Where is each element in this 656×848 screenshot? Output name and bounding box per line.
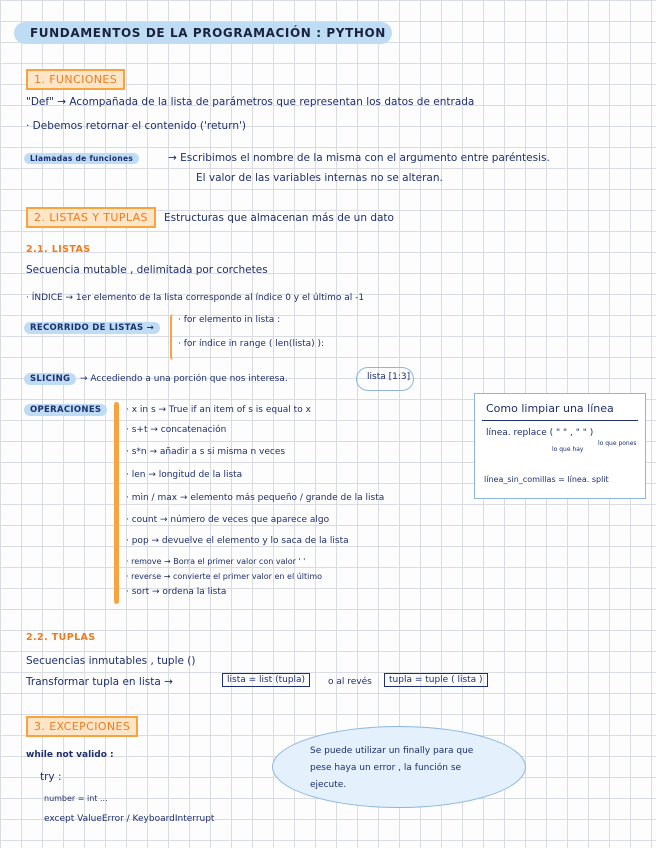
operacion-item: · s*n → añadir a s si misma n veces: [126, 447, 286, 457]
tuplas-transform-text: Transformar tupla en lista →: [26, 676, 173, 688]
operacion-item: · s+t → concatenación: [126, 425, 227, 435]
note-divider: [482, 420, 638, 421]
operacion-item: · count → número de veces que aparece algo: [126, 515, 330, 525]
operacion-item: · reverse → convierte el primer valor en el último: [126, 572, 323, 581]
note-title: Como limpiar una línea: [486, 402, 614, 415]
code-try: try :: [40, 771, 62, 783]
finally-bubble-text: Se puede utilizar un finally para que pese haya un error , la función se ejecute.: [310, 746, 474, 790]
recorrido-line-1: · for elemento in lista :: [178, 315, 281, 325]
code-number: number = int ...: [44, 794, 108, 803]
operaciones-label: OPERACIONES: [24, 404, 107, 416]
note-replace-line: línea. replace ( " " , " " ): [486, 428, 594, 438]
operacion-item: · x in s → True if an item of s is equal to x: [126, 405, 311, 415]
recorrido-line-2: · for índice in range ( len(lista) ):: [178, 339, 325, 349]
code-while: while not valido :: [26, 750, 114, 760]
funciones-def-line: "Def" → Acompañada de la lista de parámetros que representan los datos de entrada: [26, 96, 475, 108]
operacion-item: · remove → Borra el primer valor con valor ' ': [126, 557, 306, 566]
funciones-return-line: · Debemos retornar el contenido ('return'): [26, 120, 246, 132]
note-small-lo-que-hay: lo que hay: [552, 446, 584, 453]
recorrido-label: RECORRIDO DE LISTAS →: [24, 322, 160, 334]
slicing-label: SLICING: [24, 373, 76, 385]
page-title: FUNDAMENTOS DE LA PROGRAMACIÓN : PYTHON: [30, 26, 386, 40]
section-3-header: 3. EXCEPCIONES: [26, 716, 138, 737]
section-1-header: 1. FUNCIONES: [26, 69, 125, 90]
note-small-lo-que-pones: lo que pones: [598, 440, 637, 447]
slicing-text: → Accediendo a una porción que nos interesa.: [80, 374, 288, 384]
llamadas-label: Llamadas de funciones: [24, 153, 139, 164]
indice-line: · ÍNDICE → 1er elemento de la lista corresponde al índice 0 y el último al -1: [26, 293, 365, 303]
llamadas-text-2: El valor de las variables internas no se alteran.: [196, 172, 443, 184]
tuplas-definition: Secuencias inmutables , tuple (): [26, 655, 196, 667]
subsection-listas: 2.1. LISTAS: [26, 244, 91, 255]
tuplas-o-al-reves: o al revés: [328, 677, 372, 687]
slicing-example: lista [1:3]: [367, 372, 411, 382]
listas-tuplas-description: Estructuras que almacenan más de un dato: [164, 212, 394, 224]
operacion-item: · pop → devuelve el elemento y lo saca de la lista: [126, 536, 349, 546]
recorrido-brace: [170, 314, 176, 360]
operacion-item: · len → longitud de la lista: [126, 470, 243, 480]
tuplas-code-tuple: tupla = tuple ( lista ): [384, 673, 488, 687]
code-except: except ValueError / KeyboardInterrupt: [44, 814, 215, 824]
tuplas-code-list: lista = list (tupla): [222, 673, 310, 687]
listas-definition: Secuencia mutable , delimitada por corchetes: [26, 264, 268, 276]
operaciones-bar: [114, 402, 119, 604]
section-2-header: 2. LISTAS Y TUPLAS: [26, 207, 156, 228]
subsection-tuplas: 2.2. TUPLAS: [26, 632, 96, 643]
operacion-item: · sort → ordena la lista: [126, 587, 227, 597]
note-split-line: línea_sin_comillas = línea. split: [484, 475, 609, 484]
llamadas-text-1: → Escribimos el nombre de la misma con el argumento entre paréntesis.: [168, 152, 550, 164]
operacion-item: · min / max → elemento más pequeño / grande de la lista: [126, 493, 385, 503]
